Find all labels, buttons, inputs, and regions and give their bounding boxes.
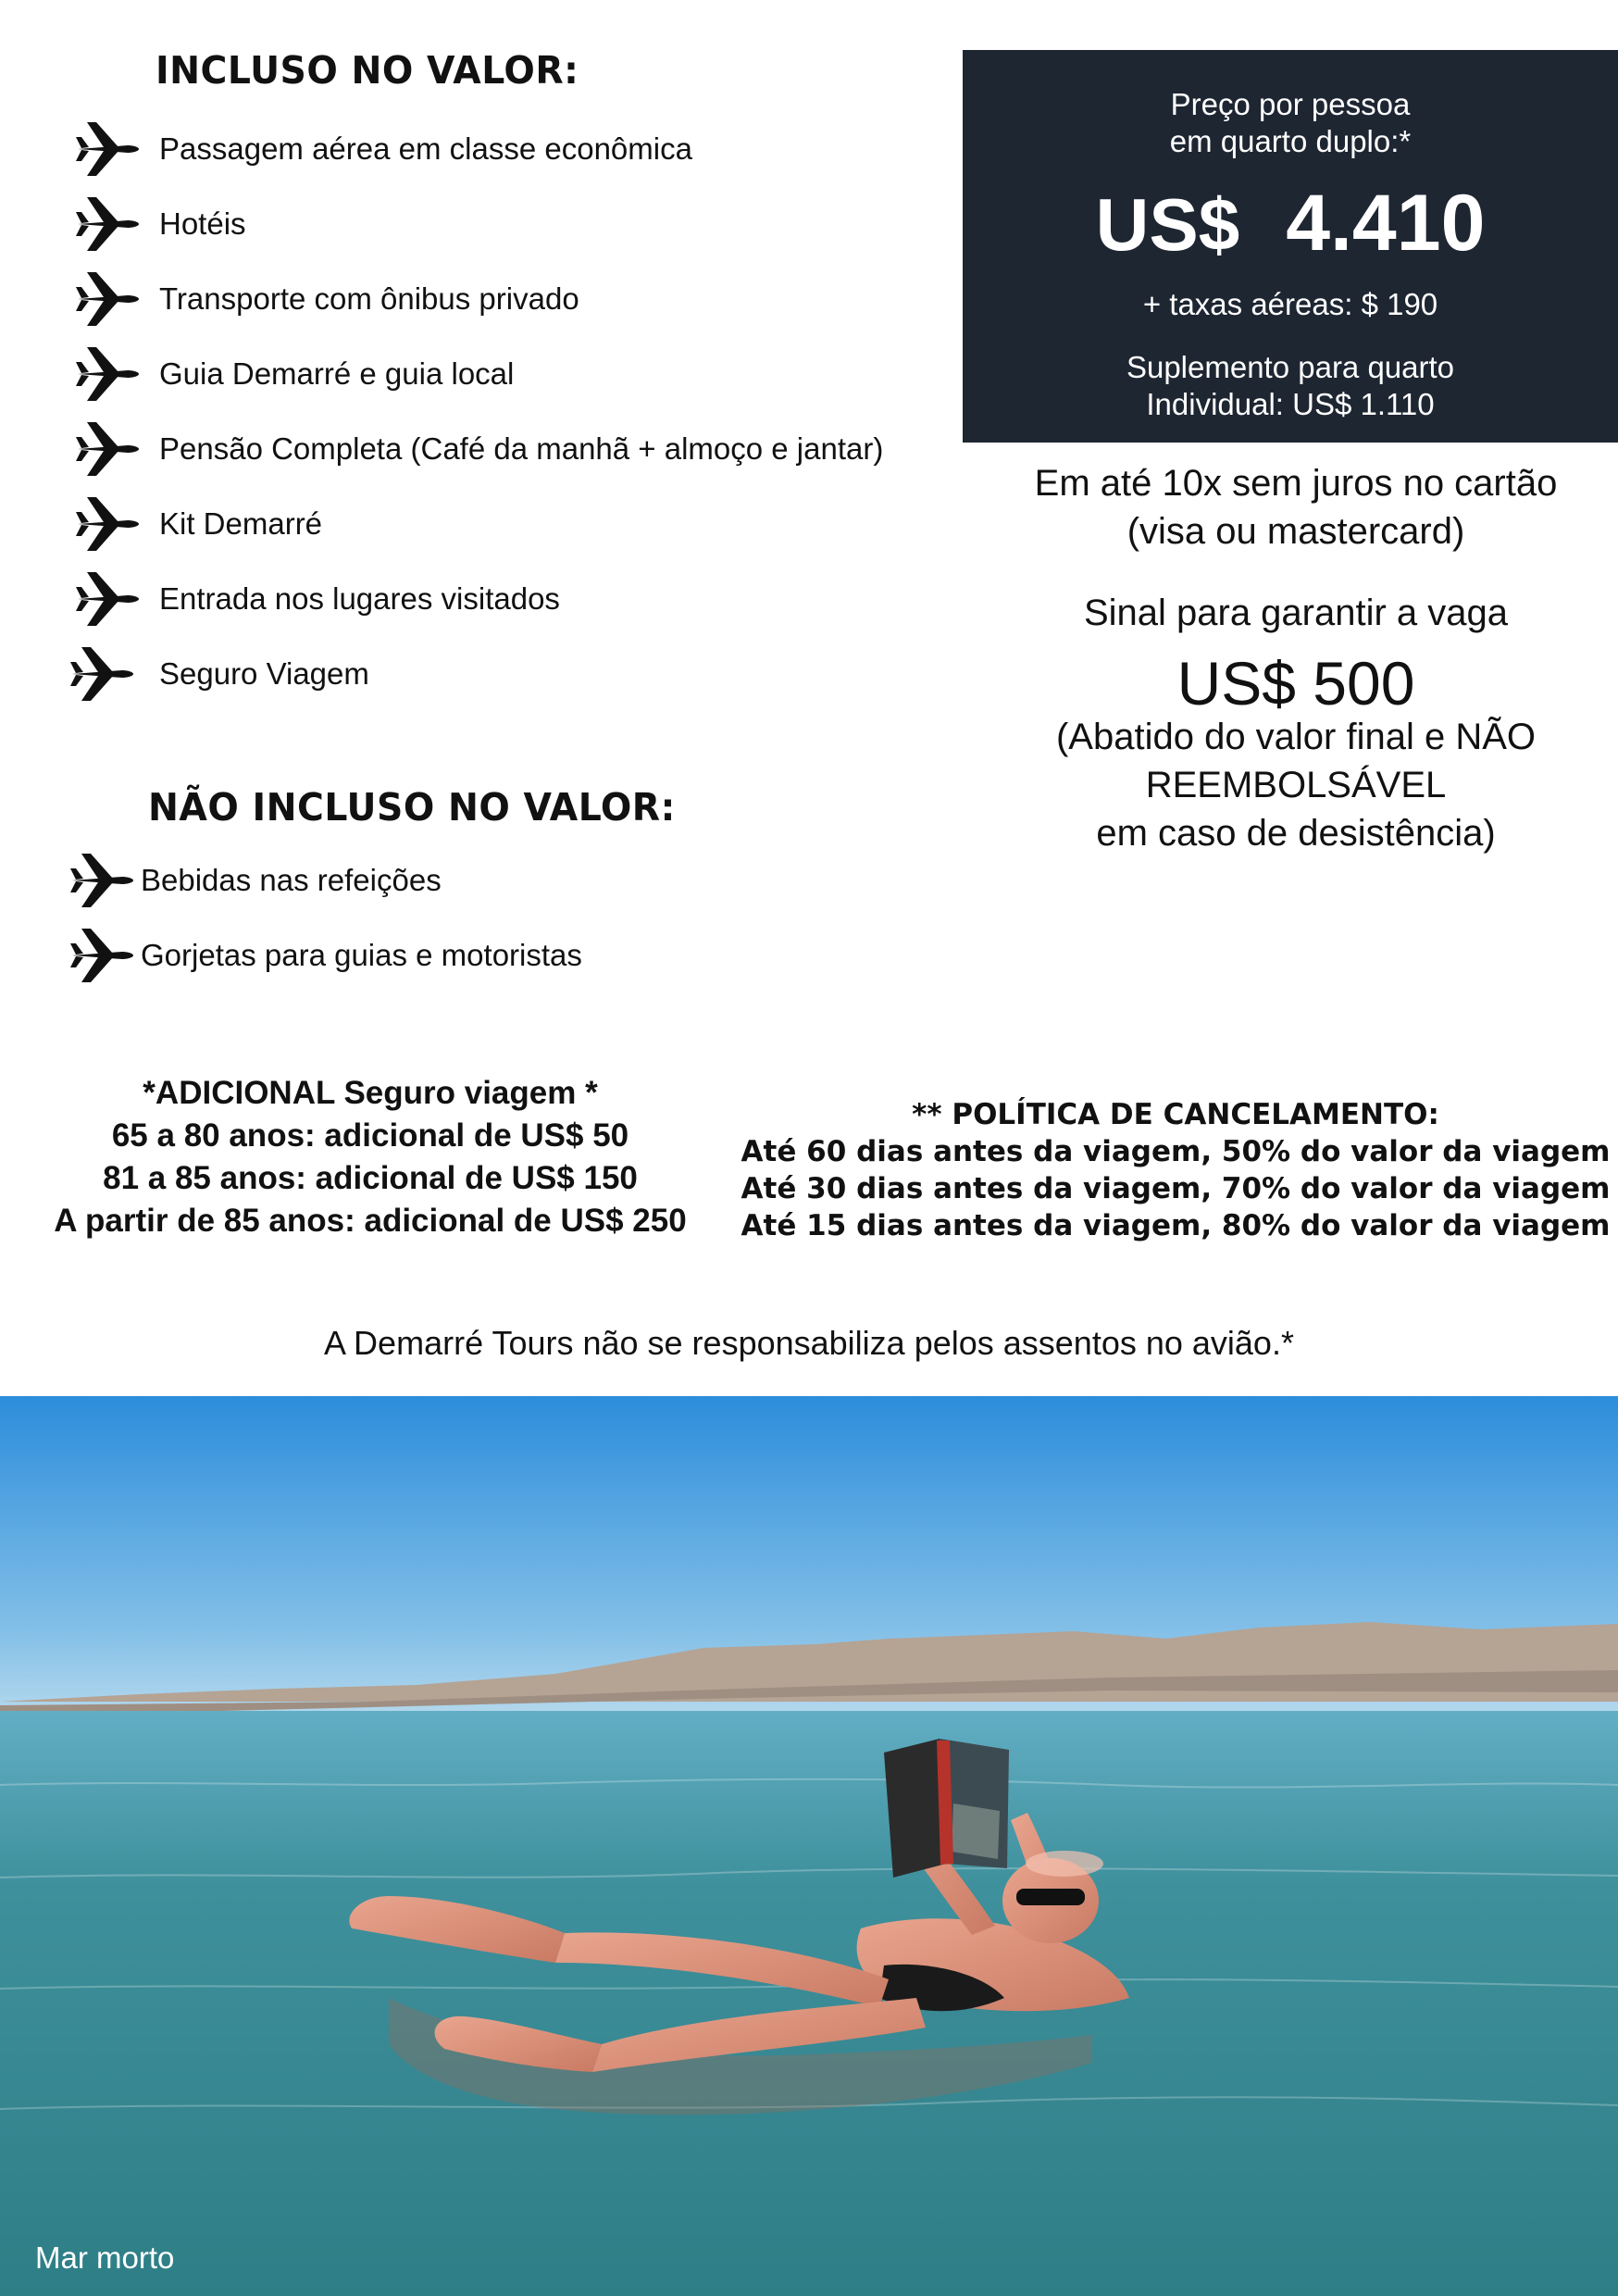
airplane-icon — [76, 270, 141, 328]
sea-water — [0, 1711, 1618, 2296]
disclaimer: A Demarré Tours não se responsabiliza pelos assentos no avião.* — [324, 1324, 1294, 1362]
included-item-label: Pensão Completa (Café da manhã + almoço e jantar) — [159, 431, 884, 466]
price-value: 4.410 — [1286, 179, 1486, 268]
price-supplement-line1: Suplemento para quarto — [1126, 350, 1455, 384]
insurance-section — [19, 1072, 722, 1242]
included-item-label: Entrada nos lugares visitados — [159, 581, 560, 616]
airplane-icon — [70, 927, 135, 984]
deposit-note1: (Abatido do valor final e NÃO — [1055, 717, 1537, 757]
cancellation-section — [741, 1096, 1611, 1244]
payment-line2: (visa ou mastercard) — [1126, 511, 1465, 552]
airplane-icon — [70, 645, 135, 703]
airplane-icon — [76, 120, 141, 178]
airplane-icon — [76, 495, 141, 553]
price-label-line2: em quarto duplo:* — [1169, 124, 1412, 158]
included-item-label: Passagem aérea em classe econômica — [159, 131, 692, 166]
list-item — [76, 570, 560, 628]
included-item-label: Transporte com ônibus privado — [159, 281, 579, 316]
airplane-icon — [76, 195, 141, 253]
dead-sea-photo — [0, 1396, 1618, 2296]
price-supplement-line2: Individual: US$ 1.110 — [1146, 387, 1435, 421]
list-item — [70, 927, 582, 984]
insurance-title: *ADICIONAL Seguro viagem * — [143, 1075, 598, 1111]
cancellation-line: Até 60 dias antes da viagem, 50% do valor da viagem — [741, 1135, 1611, 1168]
price-label-line1: Preço por pessoa — [1170, 87, 1411, 121]
insurance-line: A partir de 85 anos: adicional de US$ 250 — [54, 1203, 687, 1239]
cancellation-title: ** POLÍTICA DE CANCELAMENTO: — [912, 1098, 1439, 1131]
not-included-item-label: Bebidas nas refeições — [141, 863, 442, 897]
airplane-icon — [76, 570, 141, 628]
insurance-line: 81 a 85 anos: adicional de US$ 150 — [103, 1160, 638, 1196]
list-item — [70, 852, 442, 909]
deposit-title: Sinal para garantir a vaga — [1083, 593, 1509, 633]
included-item-label: Guia Demarré e guia local — [159, 356, 515, 391]
not-included-title: NÃO INCLUSO NO VALOR: — [148, 785, 676, 830]
price-taxes: + taxas aéreas: $ 190 — [1142, 287, 1438, 321]
cancellation-line: Até 15 dias antes da viagem, 80% do valor da viagem — [741, 1209, 1611, 1242]
photo-caption: Mar morto — [35, 2240, 175, 2275]
included-item-label: Kit Demarré — [159, 506, 323, 541]
list-item — [76, 495, 322, 553]
included-title: INCLUSO NO VALOR: — [156, 48, 579, 93]
list-item — [76, 120, 692, 178]
insurance-line: 65 a 80 anos: adicional de US$ 50 — [111, 1117, 629, 1154]
airplane-icon — [70, 852, 135, 909]
deposit-note2: REEMBOLSÁVEL — [1145, 765, 1447, 805]
payment-line1: Em até 10x sem juros no cartão — [1034, 463, 1558, 504]
deposit-amount: US$ 500 — [1176, 649, 1415, 718]
not-included-item-label: Gorjetas para guias e motoristas — [141, 938, 582, 972]
airplane-icon — [76, 345, 141, 403]
cancellation-line: Até 30 dias antes da viagem, 70% do valor da viagem — [741, 1172, 1611, 1205]
list-item — [76, 195, 246, 253]
list-item — [76, 345, 514, 403]
list-item — [70, 645, 369, 703]
price-currency: US$ — [1095, 183, 1240, 266]
list-item — [76, 270, 579, 328]
list-item — [76, 420, 883, 478]
payment-section — [981, 0, 1611, 880]
included-item-label: Hotéis — [159, 206, 246, 241]
deposit-note3: em caso de desistência) — [1096, 813, 1496, 854]
airplane-icon — [76, 420, 141, 478]
dead-sea-scene — [0, 1396, 1618, 2296]
included-item-label: Seguro Viagem — [159, 656, 369, 691]
